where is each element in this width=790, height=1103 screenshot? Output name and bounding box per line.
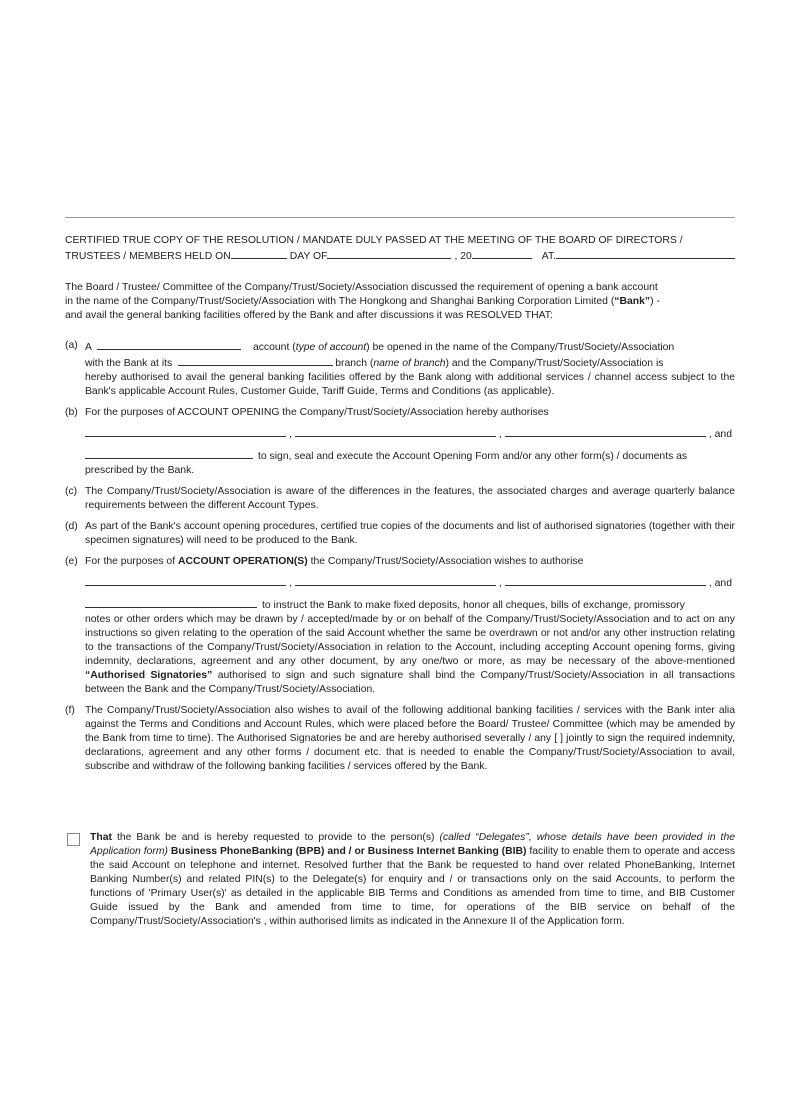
- bib-that: That: [90, 832, 112, 843]
- bank-term: “Bank”: [614, 296, 651, 307]
- bib-facility-text: [90, 831, 735, 929]
- clause-e-tail: to instruct the Bank to make fixed deposits, honor all cheques, bills of exchange, promissory: [262, 600, 685, 611]
- operation-signatory-1-field[interactable]: [85, 575, 286, 586]
- day-of-label: DAY OF: [289, 251, 328, 262]
- bib-part-2: facility to enable them to operate and access the said Account on telephone and internet. Resolved further that the Bank be requested to hand over related PhoneBanking, Internet Banking Number(s) and related PIN(s) to the Delegate(s) for enquiry and / or transactions only on the said Accounts, to perform the functions of 'Primary User(s)' as detailed in the applicable BIB Terms and Conditions as amended from time to time, and BIB Customer Guide issued by the Bank and amended from time to time, for operations of the BIB service on behalf of the Company/Trust/Society/Association's , within authorised limits as indicated in the Annexure II of the Application form.: [90, 846, 736, 927]
- clause-d-text: As part of the Bank's account opening procedures, certified true copies of the documents and list of authorised signatories (together with their specimen signatures) will need to be produced to the Bank.: [85, 521, 735, 546]
- rest-part: notes or other orders which may be drawn by / accepted/made by or on behalf of the Company/Trust/Society/Association and to act on any instructions so given relating to the operation of the said Account whether the same be overdrawn or not and/or any other instruction relating to the transactions of the Company/Trust/Society/Association in relation to the Account, including accepting Account opening forms, giving indemnity, declarations, agreement and any other document, by any one/two or more, as may be necessary of the above-mentioned: [85, 614, 735, 667]
- clause-label: (b): [65, 407, 78, 418]
- opening-signatory-4-field[interactable]: [85, 448, 253, 459]
- intro-part: For the purposes of: [85, 556, 178, 567]
- bib-part-1: the Bank be and is hereby requested to provide to the person(s): [111, 832, 440, 843]
- name-of-branch-hint: name of branch: [373, 358, 446, 369]
- authorised-signatories-term: “Authorised Signatories”: [85, 670, 213, 681]
- clause-e-rest: [85, 613, 735, 697]
- day-of-field[interactable]: [327, 248, 451, 259]
- clause-f-text: The Company/Trust/Society/Association also wishes to avail of the following additional banking facilities / services with the Bank inter alia against the Terms and Conditions and Account Rules, which were placed before the Board/ Trustee/ Committee (which may be amended by the Bank from time to time). The Authorised Signatories be and are hereby authorised severally / any [ ] jointly to sign the required indemnity, declarations, agreement and any other forms / document etc. that is needed to enable the Company/Trust/Society/Association to avail, subscribe and withdraw of the following banking facilities / services offered by the Bank.: [85, 705, 735, 772]
- clause-d: [65, 520, 735, 548]
- resolution-heading: [65, 234, 735, 264]
- clause-a-text: A: [85, 342, 92, 353]
- clause-label: (a): [65, 340, 78, 351]
- top-divider: [65, 217, 735, 218]
- year-prefix-label: , 20: [454, 251, 472, 262]
- opening-signatory-1-field[interactable]: [85, 426, 286, 437]
- clause-a-branch-text-2: [335, 357, 735, 371]
- meeting-place-field[interactable]: [556, 248, 735, 259]
- intro-line-2-text: in the name of the Company/Trust/Society/Association with The Hongkong and Shanghai Banking Corporation Limited (: [65, 296, 615, 307]
- bib-service-names: Business PhoneBanking (BPB) and / or Business Internet Banking (BIB): [167, 846, 527, 857]
- separator: ,: [289, 578, 292, 589]
- account-operations-term: ACCOUNT OPERATION(S): [178, 556, 308, 567]
- bib-facility-checkbox[interactable]: [67, 833, 80, 846]
- branch-name-field[interactable]: [178, 355, 333, 366]
- clause-f: [65, 704, 735, 774]
- clause-e: [65, 555, 735, 697]
- intro-line-1: The Board / Trustee/ Committee of the Company/Trust/Society/Association discussed the requirement of opening a bank account: [65, 282, 658, 293]
- heading-line-1: CERTIFIED TRUE COPY OF THE RESOLUTION / MANDATE DULY PASSED AT THE MEETING OF THE BOARD OF DIRECTORS /: [65, 235, 683, 246]
- clause-a-branch-text: with the Bank at its: [85, 358, 173, 369]
- clause-c-text: The Company/Trust/Society/Association is aware of the differences in the features, the associated charges and average quarterly balance requirements between the different Account Types.: [85, 486, 735, 511]
- separator: ,: [289, 429, 292, 440]
- operation-signatories-row: [85, 575, 735, 591]
- clause-a: [65, 339, 735, 399]
- clause-b-tail-2: prescribed by the Bank.: [85, 465, 195, 476]
- clause-b-tail: to sign, seal and execute the Account Opening Form and/or any other form(s) / documents as: [258, 451, 688, 462]
- and-separator: , and: [708, 429, 732, 440]
- clause-b: [65, 406, 735, 478]
- opening-signatory-2-field[interactable]: [295, 426, 496, 437]
- operation-signatory-4-field[interactable]: [85, 597, 257, 608]
- clause-a-part-2: ) be opened in the name of the Company/Trust/Society/Association: [366, 342, 675, 353]
- intro-paragraph: [65, 281, 735, 323]
- clauses-list: [65, 339, 735, 774]
- account-type-field[interactable]: [97, 339, 241, 350]
- held-on-label: TRUSTEES / MEMBERS HELD ON: [65, 251, 231, 262]
- bib-facility-clause: [65, 831, 735, 929]
- clause-a-part: account (: [252, 342, 296, 353]
- intro-line-2: [65, 295, 735, 309]
- operation-signatory-2-field[interactable]: [295, 575, 496, 586]
- clause-label: (d): [65, 521, 78, 532]
- and-separator: , and: [708, 578, 732, 589]
- type-of-account-hint: type of account: [295, 342, 367, 353]
- held-on-date-field[interactable]: [231, 248, 287, 259]
- clause-e-intro: [85, 555, 735, 569]
- clause-b-intro: For the purposes of ACCOUNT OPENING the Company/Trust/Society/Association hereby authorises: [85, 407, 549, 418]
- bib-delegates-note: (called “Delegates”, whose details have been provided in the Application form): [90, 832, 736, 857]
- operation-signatory-3-field[interactable]: [505, 575, 706, 586]
- intro-line-3: and avail the general banking facilities offered by the Bank and after discussions it was RESOLVED THAT:: [65, 310, 553, 321]
- separator: ,: [498, 578, 502, 589]
- resolution-document: [65, 234, 735, 781]
- clause-a-rest: hereby authorised to avail the general banking facilities offered by the Bank along with additional services / channel access subject to the Bank's applicable Account Rules, Customer Guide, Tariff Guide, Terms and Conditions (as applicable).: [85, 372, 735, 397]
- clause-a-text-2: [253, 341, 735, 355]
- clause-label: (c): [65, 486, 78, 497]
- clause-c: [65, 485, 735, 513]
- at-label: AT.: [541, 251, 557, 262]
- intro-part-2: the Company/Trust/Society/Association wishes to authorise: [307, 556, 584, 567]
- separator: ,: [498, 429, 502, 440]
- opening-signatory-3-field[interactable]: [505, 426, 706, 437]
- opening-signatories-row: [85, 426, 735, 442]
- year-field[interactable]: [472, 248, 532, 259]
- branch-part-2: ) and the Company/Trust/Society/Association is: [445, 358, 664, 369]
- heading-line-2: [65, 248, 735, 264]
- rest-part-2: authorised to sign and such signature shall bind the Company/Trust/Society/Association in all transactions between the Bank and the Company/Trust/Society/Association.: [85, 670, 736, 695]
- branch-part: branch (: [335, 358, 374, 369]
- intro-line-2-end: ) -: [650, 296, 660, 307]
- clause-label: (e): [65, 556, 78, 567]
- clause-label: (f): [65, 705, 75, 716]
